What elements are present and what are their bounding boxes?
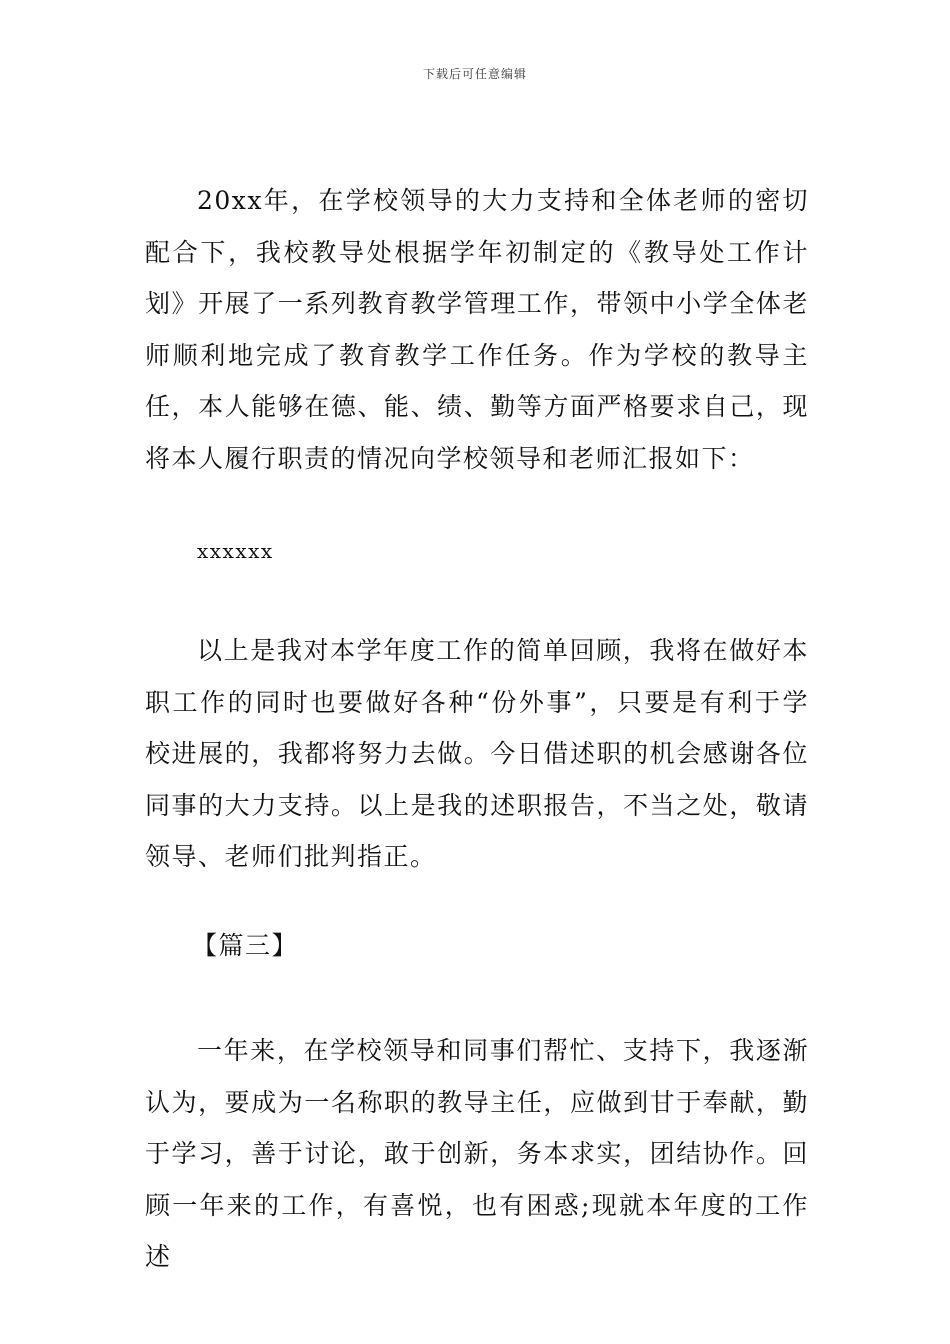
section-heading: 【篇三】 xyxy=(192,931,299,960)
paragraph-closing: 以上是我对本学年度工作的简单回顾，我将在做好本职工作的同时也要做好各种“份外事”，只要是有利于学校进展的，我都将努力去做。今日借述职的机会感谢各位同事的大力支持。以上是我的述职报告，不当之处，敬请领导、老师们批判指正。 xyxy=(145,636,809,871)
paragraph-intro: 20xx年，在学校领导的大力支持和全体老师的密切配合下，我校教导处根据学年初制定的《教导处工作计划》开展了一系列教育教学管理工作，带领中小学全体老师顺利地完成了教育教学工作任务。作为学校的教导主任，本人能够在德、能、绩、勤等方面严格要求自己，现将本人履行职责的情况向学校领导和老师汇报如下： xyxy=(145,186,809,473)
page-header: 下载后可任意编辑 xyxy=(422,67,527,81)
paragraph-section-three: 一年来，在学校领导和同事们帮忙、支持下，我逐渐认为，要成为一名称职的教导主任，应做到甘于奉献，勤于学习，善于讨论，敢于创新，务本求实，团结协作。回顾一年来的工作，有喜悦，也有困惑;现就本年度的工作述 xyxy=(145,1036,809,1271)
paragraph-placeholder: xxxxxx xyxy=(197,539,274,563)
